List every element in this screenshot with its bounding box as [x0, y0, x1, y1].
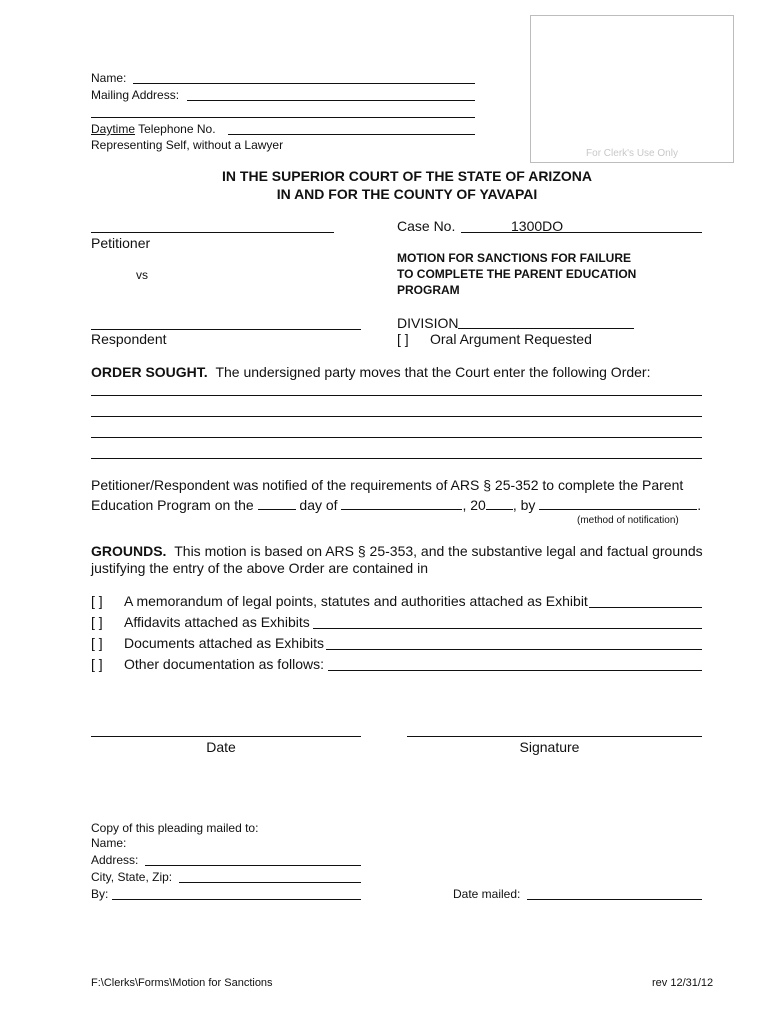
order-line-2[interactable] [91, 416, 702, 417]
signature-field[interactable] [407, 736, 702, 737]
affidavits-exhibits-field[interactable] [313, 628, 702, 629]
mailing-by-field[interactable] [112, 899, 361, 900]
notification-month-field[interactable] [341, 497, 462, 510]
telephone-label [91, 122, 216, 136]
daytime-label: Daytime [91, 122, 136, 136]
grounds-heading: GROUNDS. [91, 543, 167, 559]
grounds-checkbox-affidavits[interactable]: [ ] [91, 614, 103, 630]
court-title-line1: IN THE SUPERIOR COURT OF THE STATE OF ARIZONA [222, 168, 592, 184]
mailing-city-label: City, State, Zip: [91, 870, 173, 884]
vs-label: vs [136, 268, 148, 282]
grounds-text2: justifying the entry of the above Order are contained in [91, 560, 428, 576]
mailing-address-label-2: Address: [91, 853, 139, 867]
signature-label: Signature [519, 739, 580, 755]
representing-self-label: Representing Self, without a Lawyer [91, 138, 284, 152]
notification-line2 [91, 497, 701, 513]
notification-line1: Petitioner/Respondent was notified of the requirements of ARS § 25-352 to complete the Parent [91, 477, 684, 493]
notification-year-field[interactable] [486, 497, 513, 510]
grounds-label-memorandum: A memorandum of legal points, statutes and authorities attached as Exhibit [124, 593, 588, 609]
method-of-notification-note: (method of notification) [577, 515, 679, 526]
petitioner-field[interactable] [91, 232, 334, 233]
respondent-field[interactable] [91, 329, 361, 330]
footer-revision: rev 12/31/12 [652, 977, 714, 989]
order-line-4[interactable] [91, 458, 702, 459]
name-field[interactable] [133, 83, 475, 84]
notification-text-c: , 20 [462, 497, 486, 513]
division-label: DIVISION [397, 315, 459, 331]
case-number-value: 1300DO [511, 218, 564, 234]
motion-title-line2: TO COMPLETE THE PARENT EDUCATION [397, 267, 637, 281]
petitioner-label: Petitioner [91, 235, 151, 251]
date-label: Date [206, 739, 236, 755]
mailing-address-field-2[interactable] [91, 117, 475, 118]
notification-method-field[interactable] [539, 497, 697, 510]
grounds-text1: This motion is based on ARS § 25-353, and the substantive legal and factual grounds [174, 543, 703, 559]
motion-title-line3: PROGRAM [397, 283, 460, 297]
other-documentation-field[interactable] [328, 670, 702, 671]
notification-text-d: , by [512, 497, 540, 513]
mailing-city-field[interactable] [179, 882, 361, 883]
name-label: Name: [91, 71, 127, 85]
date-mailed-label: Date mailed: [453, 887, 521, 901]
motion-title-line1: MOTION FOR SANCTIONS FOR FAILURE [397, 251, 631, 265]
mailing-address-field[interactable] [187, 100, 475, 101]
grounds-checkbox-documents[interactable]: [ ] [91, 635, 103, 651]
telephone-field[interactable] [228, 134, 475, 135]
copy-mailed-heading: Copy of this pleading mailed to: [91, 821, 259, 835]
clerk-use-box [530, 15, 734, 163]
grounds-checkbox-other[interactable]: [ ] [91, 656, 103, 672]
court-title-line2: IN AND FOR THE COUNTY OF YAVAPAI [276, 186, 538, 202]
order-sought-heading: ORDER SOUGHT. [91, 364, 208, 380]
documents-exhibits-field[interactable] [326, 649, 702, 650]
telephone-label-text: Telephone No. [135, 122, 216, 136]
footer-file-path: F:\Clerks\Forms\Motion for Sanctions [91, 977, 273, 989]
notification-text-b: day of [295, 497, 342, 513]
case-number-field[interactable] [461, 232, 702, 233]
respondent-label: Respondent [91, 331, 167, 347]
notification-text-e: . [697, 497, 702, 513]
order-line-1[interactable] [91, 395, 702, 396]
memorandum-exhibit-field[interactable] [589, 607, 702, 608]
date-field[interactable] [91, 736, 361, 737]
mailing-address-field-3[interactable] [145, 865, 361, 866]
order-sought-paragraph [91, 364, 650, 380]
notification-text-a: Education Program on the [91, 497, 258, 513]
grounds-paragraph [91, 543, 703, 559]
division-field[interactable] [458, 328, 634, 329]
oral-argument-label: Oral Argument Requested [430, 331, 592, 347]
grounds-label-other: Other documentation as follows: [124, 656, 324, 672]
mailing-address-label: Mailing Address: [91, 88, 180, 102]
order-line-3[interactable] [91, 437, 702, 438]
grounds-label-documents: Documents attached as Exhibits [124, 635, 324, 651]
date-mailed-field[interactable] [527, 899, 702, 900]
case-number-label: Case No. [397, 218, 456, 234]
grounds-label-affidavits: Affidavits attached as Exhibits [124, 614, 310, 630]
oral-argument-checkbox[interactable]: [ ] [397, 331, 409, 347]
order-sought-text: The undersigned party moves that the Court enter the following Order: [215, 364, 651, 380]
clerk-use-label: For Clerk's Use Only [586, 148, 678, 159]
mailing-name-label: Name: [91, 836, 127, 850]
mailing-by-label: By: [91, 887, 109, 901]
grounds-checkbox-memorandum[interactable]: [ ] [91, 593, 103, 609]
notification-day-field[interactable] [258, 497, 296, 510]
